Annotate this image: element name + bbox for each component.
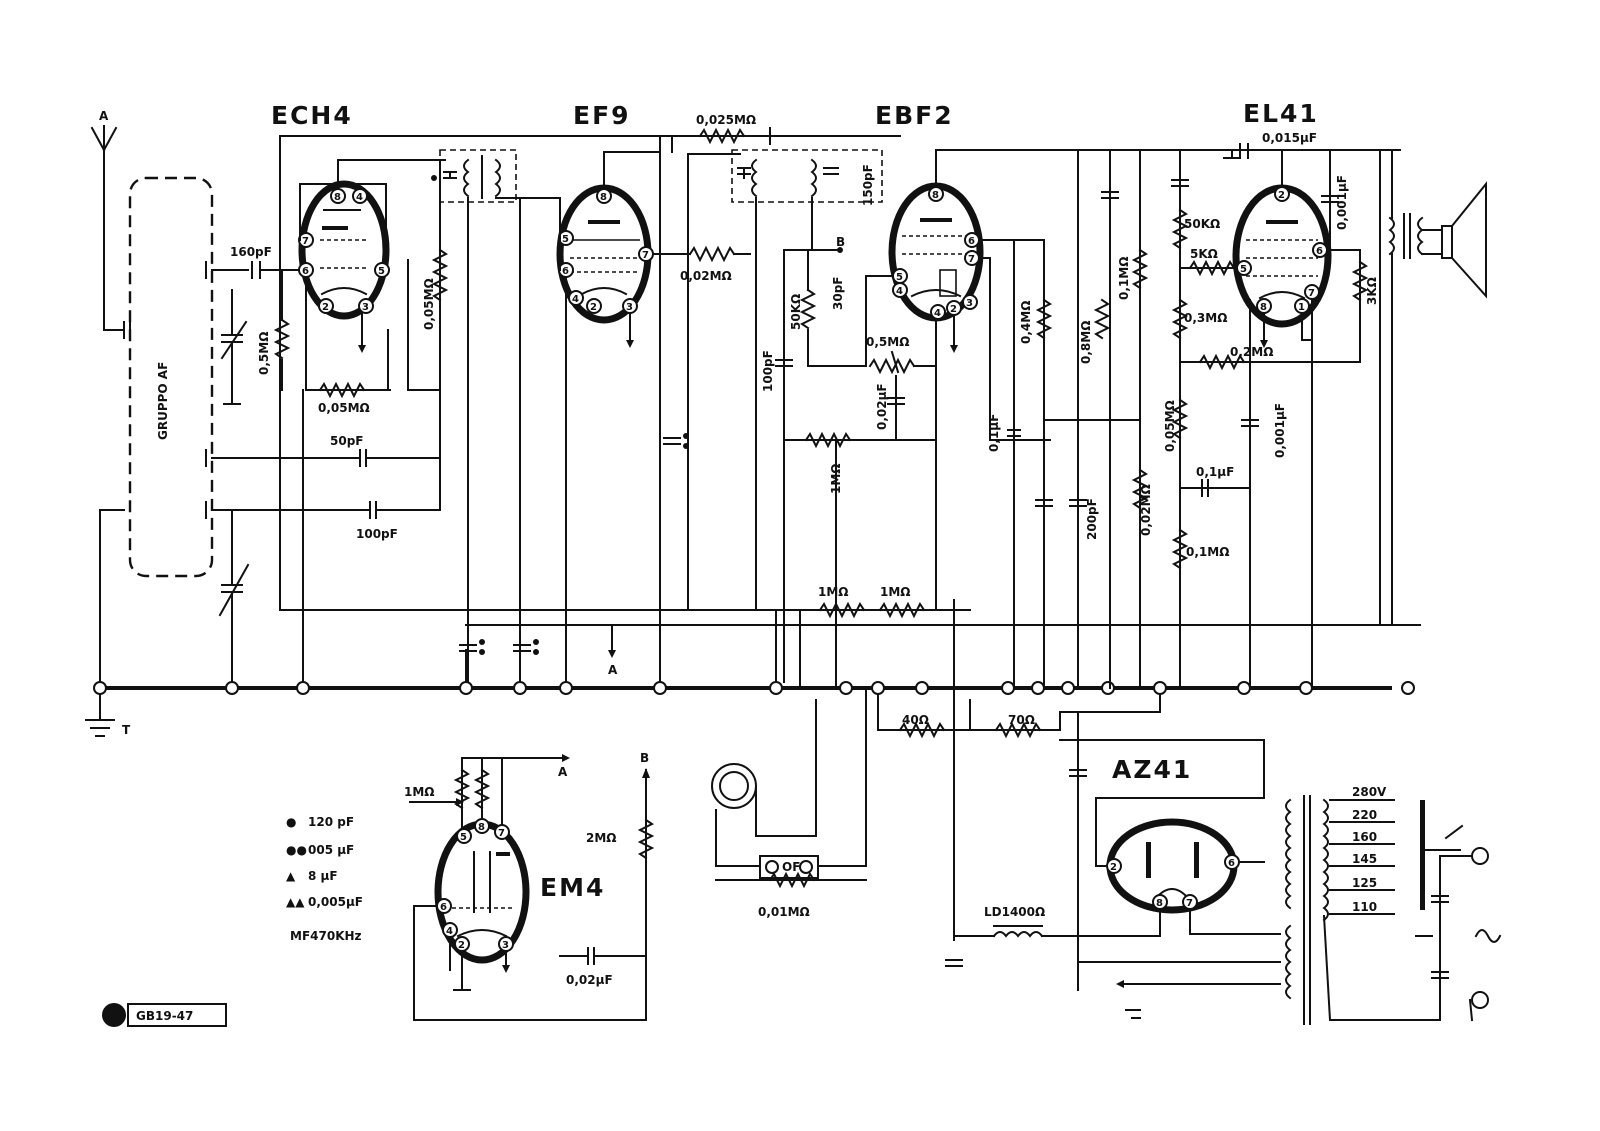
pot-05m-label: 0,5MΩ <box>866 335 910 349</box>
svg-text:7: 7 <box>642 250 649 261</box>
svg-text:8: 8 <box>478 822 485 833</box>
tap-125-label: 125 <box>1352 876 1378 890</box>
c-0001uf-b-label: 0,001µF <box>1273 403 1287 458</box>
em4-b-label: B <box>640 751 650 765</box>
svg-text:8: 8 <box>1260 302 1267 313</box>
r-1m-b-label: 1MΩ <box>880 585 911 599</box>
svg-text:5: 5 <box>562 234 569 245</box>
legend-symbol-1: ●● <box>286 843 307 857</box>
svg-text:6: 6 <box>1228 858 1235 869</box>
if-transformer-2-icon <box>732 150 882 682</box>
svg-text:5: 5 <box>896 272 903 283</box>
r-002m-el-label: 0,02MΩ <box>1139 484 1153 536</box>
tube-ebf2-icon <box>892 186 980 319</box>
svg-text:4: 4 <box>896 286 903 297</box>
svg-text:3: 3 <box>362 302 369 313</box>
ground-label: T <box>122 723 131 737</box>
tap-220-label: 220 <box>1352 808 1378 822</box>
c-01uf-b-label: 0,1µF <box>1196 465 1235 479</box>
svg-text:6: 6 <box>1316 246 1323 257</box>
svg-text:2: 2 <box>458 940 465 951</box>
c-100pf-v-label: 100pF <box>761 350 775 392</box>
svg-text:4: 4 <box>934 308 941 319</box>
r-3k-label: 3KΩ <box>1365 277 1379 305</box>
tap-160-label: 160 <box>1352 830 1378 844</box>
svg-text:2: 2 <box>1278 190 1285 201</box>
node-b-label: B <box>836 235 846 249</box>
pickup-icon <box>712 688 866 886</box>
svg-text:4: 4 <box>572 294 579 305</box>
r-05m-ech-label: 0,5MΩ <box>257 331 271 375</box>
r-01m-a-label: 0,1MΩ <box>1117 256 1131 300</box>
svg-text:2: 2 <box>1110 862 1117 873</box>
r-001m-label: 0,01MΩ <box>758 905 810 919</box>
r-005m-el-label: 0,05MΩ <box>1163 400 1177 452</box>
tube-el41-title: EL41 <box>1243 99 1319 128</box>
tube-ef9-icon <box>559 188 653 320</box>
c-002uf-label: 0,02µF <box>875 383 889 430</box>
r-1m-em4-label: 1MΩ <box>404 785 435 799</box>
tube-ech4-title: ECH4 <box>271 101 353 130</box>
r-08m-label: 0,8MΩ <box>1079 320 1093 364</box>
c-002uf-em4-label: 0,02µF <box>566 973 613 987</box>
tube-ech4-icon <box>299 184 389 316</box>
legend-text-0: 120 pF <box>308 815 355 829</box>
r-40-label: 40Ω <box>902 713 929 727</box>
svg-text:7: 7 <box>968 254 975 265</box>
tube-em4-title: EM4 <box>540 873 606 902</box>
c-160pf-label: 160pF <box>230 245 272 259</box>
of-label: OF <box>782 860 801 874</box>
tube-ef9-title: EF9 <box>573 101 631 130</box>
svg-text:8: 8 <box>1156 898 1163 909</box>
svg-text:6: 6 <box>302 266 309 277</box>
svg-text:8: 8 <box>334 192 341 203</box>
svg-text:3: 3 <box>626 302 633 313</box>
svg-text:2: 2 <box>322 302 329 313</box>
power-transformer-icon <box>1286 796 1500 1024</box>
svg-text:3: 3 <box>502 940 509 951</box>
speaker-icon <box>1380 150 1486 625</box>
choke-label: LD1400Ω <box>984 905 1046 919</box>
r-01m-b-label: 0,1MΩ <box>1186 545 1230 559</box>
legend-text-2: 8 µF <box>308 869 338 883</box>
svg-text:5: 5 <box>1240 264 1247 275</box>
r-70-label: 70Ω <box>1008 713 1035 727</box>
r-50k-ebf-label: 50KΩ <box>789 293 803 330</box>
legend-symbol-0: ● <box>286 815 297 829</box>
choke-icon <box>954 926 1160 936</box>
hv-filter <box>878 600 1160 990</box>
tube-az41-title: AZ41 <box>1112 755 1193 784</box>
legend-text-4: MF470KHz <box>290 929 362 943</box>
tube-az41-icon <box>1107 822 1239 910</box>
r-002m-ef9-label: 0,02MΩ <box>680 269 732 283</box>
legend-text-3: 0,005µF <box>308 895 363 909</box>
antenna-icon <box>92 126 130 682</box>
doc-code-label: GB19-47 <box>136 1009 194 1023</box>
c-50pf-label: 50pF <box>330 434 364 448</box>
svg-text:7: 7 <box>1308 288 1315 299</box>
r-03m-label: 0,3MΩ <box>1184 311 1228 325</box>
c-150pf-label: 150pF <box>861 164 875 206</box>
em4-a-label: A <box>558 765 568 779</box>
svg-text:7: 7 <box>1186 898 1193 909</box>
c-01uf-a-label: 0,1µF <box>987 413 1001 452</box>
ground-bus <box>86 682 1414 736</box>
c-0015uf-label: 0,015µF <box>1262 131 1317 145</box>
r-0025m-label: 0,025MΩ <box>696 113 757 127</box>
mid-wiring <box>1036 150 1146 688</box>
r-04m-label: 0,4MΩ <box>1019 300 1033 344</box>
c-30pf-label: 30pF <box>831 276 845 310</box>
svg-text:8: 8 <box>932 190 939 201</box>
tap-280-label: 280V <box>1352 785 1387 799</box>
svg-text:3: 3 <box>966 298 973 309</box>
tube-ebf2-title: EBF2 <box>875 101 954 130</box>
svg-text:1: 1 <box>1298 302 1305 313</box>
svg-text:7: 7 <box>498 828 505 839</box>
gruppo-af-label: GRUPPO AF <box>156 361 170 440</box>
svg-text:6: 6 <box>562 266 569 277</box>
component-legend <box>286 815 363 943</box>
tap-110-label: 110 <box>1352 900 1378 914</box>
ef9-a-label: A <box>608 663 618 677</box>
r-02m-label: 0,2MΩ <box>1230 345 1274 359</box>
r-005m-ech-h-label: 0,05MΩ <box>318 401 370 415</box>
svg-text:2: 2 <box>590 302 597 313</box>
r-1m-v-label: 1MΩ <box>829 463 843 494</box>
svg-text:7: 7 <box>302 236 309 247</box>
r-005m-ech-v-label: 0,05MΩ <box>422 278 436 330</box>
tap-145-label: 145 <box>1352 852 1378 866</box>
legend-text-1: 005 µF <box>308 843 355 857</box>
svg-text:5: 5 <box>460 832 467 843</box>
r-50k-el-label: 50KΩ <box>1184 217 1221 231</box>
svg-text:8: 8 <box>600 192 607 203</box>
r-1m-a-label: 1MΩ <box>818 585 849 599</box>
antenna-label: A <box>99 109 109 123</box>
c-0001uf-a-label: 0,001µF <box>1335 175 1349 230</box>
svg-text:6: 6 <box>968 236 975 247</box>
legend-symbol-2: ▲ <box>286 869 296 883</box>
r-2m-label: 2MΩ <box>586 831 617 845</box>
c-200pf-label: 200pF <box>1085 498 1099 540</box>
c-100pf-label: 100pF <box>356 527 398 541</box>
legend-symbol-3: ▲▲ <box>286 895 305 909</box>
svg-text:4: 4 <box>356 192 363 203</box>
svg-text:6: 6 <box>440 902 447 913</box>
if-transformer-1-icon <box>431 150 560 682</box>
svg-text:5: 5 <box>378 266 385 277</box>
gruppo-af-box <box>130 178 212 576</box>
r-5k-label: 5KΩ <box>1190 247 1218 261</box>
svg-text:2: 2 <box>950 304 957 315</box>
svg-text:4: 4 <box>446 926 453 937</box>
